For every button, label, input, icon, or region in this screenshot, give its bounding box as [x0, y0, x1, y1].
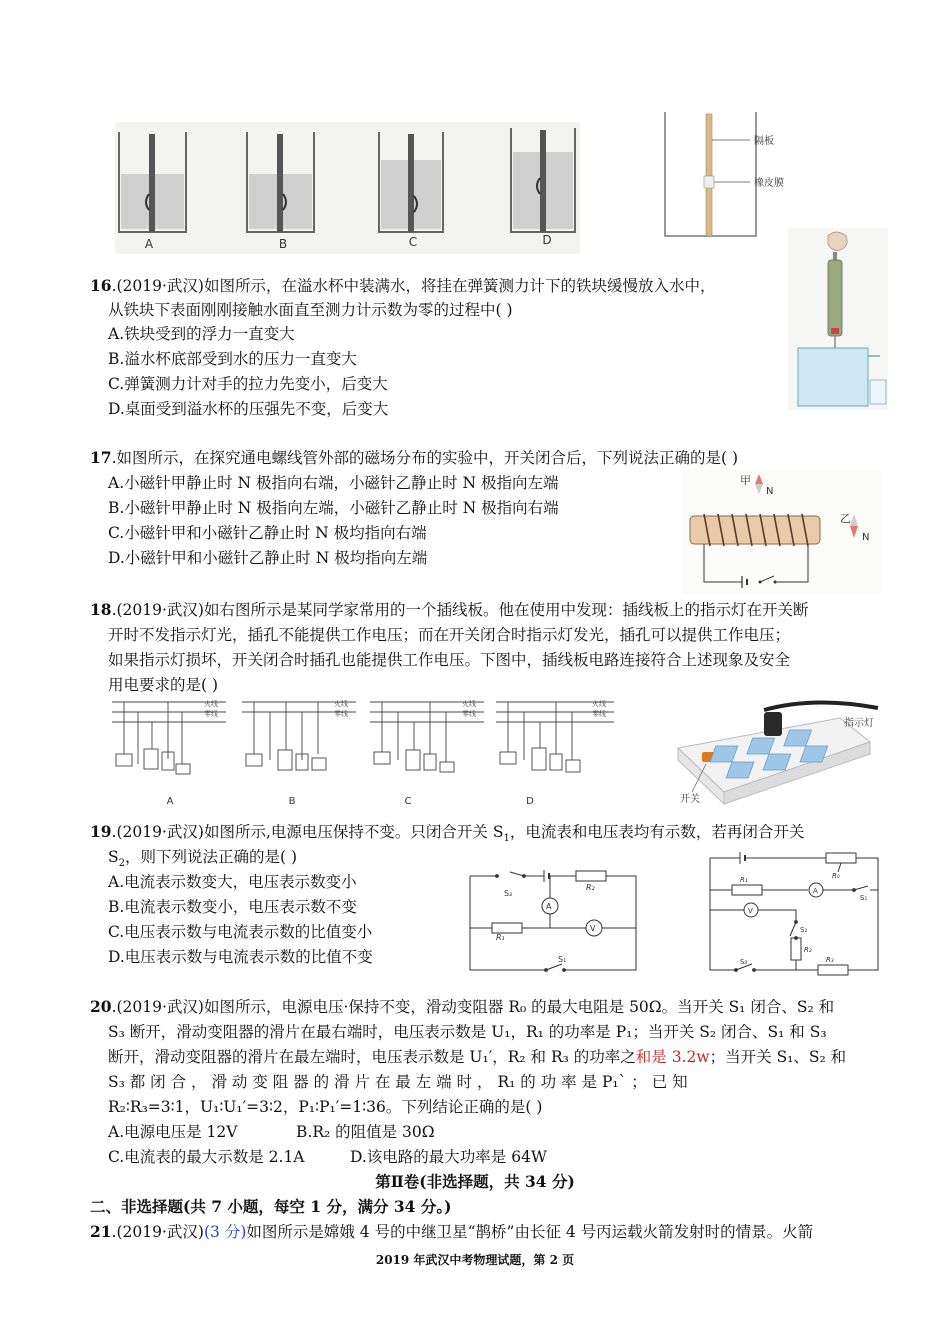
q20-voltmeter-label: V	[748, 907, 753, 915]
q20-stem-line2: S₃ 断开，滑动变阻器的滑片在最右端时，电压表示数是 U₁，R₁ 的功率是 P₁；当开关 S₂ 闭合、S₁ 和 S₃	[108, 1023, 827, 1041]
circuit-c-neutral-label: 零线	[462, 710, 476, 718]
q20-option-d[interactable]: D.该电路的最大功率是 64W	[350, 1148, 547, 1166]
q20-stem-line1	[90, 997, 834, 1017]
q20-stem-text3-red: 和是 3.2w	[635, 1048, 710, 1066]
q20-s1-label: S₁	[860, 894, 868, 902]
solenoid-figure	[682, 470, 882, 594]
q17-stem-text: .如图所示，在探究通电螺线管外部的磁场分布的实验中，开关闭合后，下列说法正确的是( )	[111, 449, 739, 467]
q20-number: 20	[90, 997, 112, 1016]
circuit-d-live-label: 火线	[592, 700, 606, 708]
q16-option-d[interactable]: D.桌面受到溢水杯的压强先不变，后变大	[108, 400, 389, 418]
beaker-label-d: D	[542, 233, 552, 247]
q19-circuit-figure	[466, 870, 644, 976]
part2-section-heading: 二、非选择题(共 7 小题，每空 1 分，满分 34 分。)	[90, 1197, 452, 1216]
q19-stem-line2	[108, 847, 298, 870]
q18-stem-line2: 开时不发指示灯光，插孔不能提供工作电压；而在开关闭合时指示灯发光，插孔可以提供工作电压；	[108, 626, 791, 644]
q21-stem-pre: .(2019·武汉)	[111, 1223, 204, 1241]
q18-stem-line4: 用电要求的是( )	[108, 676, 219, 694]
q16-stem-text1: .(2019·武汉)如图所示，在溢水杯中装满水，将挂在弹簧测力计下的铁块缓慢放入水中，	[111, 277, 716, 295]
q20-r0-label: R₀	[832, 872, 840, 880]
q16-number: 16	[90, 276, 112, 295]
q21-stem-line	[90, 1222, 813, 1242]
beaker-label-b: B	[278, 237, 288, 251]
q19-sub-2: 2	[118, 858, 125, 870]
power-strip-figure	[664, 696, 884, 810]
q20-r1-label: R₁	[740, 876, 748, 884]
q16-option-b[interactable]: B.溢水杯底部受到水的压力一直变大	[108, 350, 357, 368]
membrane-label: 橡皮膜	[754, 178, 784, 189]
power-strip-svg	[664, 696, 884, 810]
q19-stem-text2a: S	[108, 848, 119, 866]
q16-stem-line1	[90, 276, 715, 296]
part2-title: 第Ⅱ卷(非选择题，共 34 分)	[375, 1172, 575, 1191]
q19-stem-text1a: .(2019·武汉)如图所示,电源电压保持不变。只闭合开关 S	[111, 823, 504, 841]
q20-circuit-figure	[704, 848, 884, 976]
circuit-label-b: B	[288, 796, 296, 807]
q19-s1-label: S₁	[558, 955, 567, 964]
needle-yi-n-label: N	[862, 532, 870, 543]
q20-r2-label: R₂	[804, 946, 812, 954]
q19-circuit-svg	[466, 870, 644, 976]
switch-label: 开关	[680, 794, 700, 805]
q19-option-d[interactable]: D.电压表示数与电流表示数的比值不变	[108, 948, 373, 966]
circuit-label-c: C	[404, 796, 412, 807]
q20-stem-text3a: 断开，滑动变阻器的滑片在最左端时，电压表示数是 U₁′，R₂ 和 R₃ 的功率之	[108, 1048, 636, 1066]
q19-option-c[interactable]: C.电压表示数与电流表示数的比值变小	[108, 923, 373, 941]
needle-jia-label: 甲	[740, 474, 751, 487]
power-strip-circuits-abcd	[108, 694, 620, 810]
circuit-label-a: A	[166, 796, 174, 807]
q17-number: 17	[90, 448, 112, 467]
q19-option-b[interactable]: B.电流表示数变小，电压表示数不变	[108, 898, 357, 916]
power-strip-circuits-svg	[108, 694, 620, 810]
q20-stem-line3	[108, 1047, 846, 1067]
beaker-figures-svg	[115, 122, 580, 254]
q19-s2-label: S₂	[504, 889, 513, 898]
q18-stem-line3: 如果指示灯损坏，开关闭合时插孔也能提供工作电压。下图中，插线板电路连接符合上述现象及安全	[108, 651, 791, 669]
circuit-label-d: D	[526, 796, 534, 807]
circuit-a-live-label: 火线	[204, 700, 218, 708]
q21-stem-post: 如图所示是嫦娥 4 号的中继卫星“鹊桥”由长征 4 号丙运载火箭发射时的情景。火箭	[246, 1223, 814, 1241]
q19-stem-text2b: ，则下列说法正确的是( )	[125, 848, 298, 866]
q16-stem-line2: 从铁块下表面刚刚接触水面直至测力计示数为零的过程中( )	[108, 301, 513, 319]
partition-container-svg	[660, 110, 810, 240]
circuit-b-live-label: 火线	[334, 700, 348, 708]
q19-sub-1: 1	[503, 833, 510, 845]
circuit-a-neutral-label: 零线	[204, 710, 218, 718]
needle-yi-label: 乙	[840, 512, 851, 525]
q21-number: 21	[90, 1222, 112, 1241]
q21-score: (3 分)	[203, 1223, 247, 1241]
q19-option-a[interactable]: A.电流表示数变大，电压表示数变小	[108, 873, 357, 891]
q18-stem-text1: .(2019·武汉)如右图所示是某同学家常用的一个插线板。他在使用中发现：插线板上的指示灯在开关断	[111, 601, 809, 619]
q20-stem-line4: S₃ 都 闭 合 ， 滑 动 变 阻 器 的 滑 片 在 最 左 端 时 ， R₁ 的 功 率 是 P₁` ； 已 知	[108, 1073, 688, 1091]
circuit-c-live-label: 火线	[462, 700, 476, 708]
indicator-label: 指示灯	[844, 718, 874, 729]
q17-option-d[interactable]: D.小磁针甲和小磁针乙静止时 N 极均指向左端	[108, 549, 428, 567]
q20-option-a[interactable]: A.电源电压是 12V	[108, 1123, 238, 1141]
q18-number: 18	[90, 600, 112, 619]
q19-ammeter-label: A	[546, 902, 552, 911]
q20-stem-text3b: ；当开关 S₁、S₂ 和	[709, 1048, 847, 1066]
q20-stem-text1: .(2019·武汉)如图所示，电源电压·保持不变，滑动变阻器 R₀ 的最大电阻是 50Ω。当开关 S₁ 闭合、S₂ 和	[111, 998, 835, 1016]
q20-ammeter-label: A	[813, 887, 818, 895]
q20-option-c[interactable]: C.电流表的最大示数是 2.1A	[108, 1148, 305, 1166]
circuit-b-neutral-label: 零线	[334, 710, 348, 718]
q16-option-a[interactable]: A.铁块受到的浮力一直变大	[108, 325, 295, 343]
needle-jia-n-label: N	[766, 486, 774, 497]
q19-voltmeter-label: V	[590, 924, 596, 933]
partition-container-figure	[660, 110, 810, 240]
circuit-d-neutral-label: 零线	[592, 710, 606, 718]
q17-option-c[interactable]: C.小磁针甲和小磁针乙静止时 N 极均指向右端	[108, 524, 427, 542]
q19-r2-label: R₂	[586, 883, 595, 892]
q17-option-a[interactable]: A.小磁针甲静止时 N 极指向右端，小磁针乙静止时 N 极指向左端	[108, 474, 559, 492]
beaker-label-a: A	[144, 237, 154, 251]
q20-s2-label: S₂	[800, 926, 808, 934]
spring-scale-overflow-cup-figure	[788, 228, 888, 410]
spring-scale-svg	[788, 228, 888, 410]
q19-number: 19	[90, 822, 112, 841]
page-footer: 2019 年武汉中考物理试题，第 2 页	[375, 1253, 575, 1267]
q20-circuit-svg	[704, 848, 884, 976]
q19-stem-text1b: ，电流表和电压表均有示数，若再闭合开关	[509, 823, 805, 841]
q20-r3-label: R₃	[826, 956, 834, 964]
q20-s3-label: S₃	[740, 958, 748, 966]
q18-stem-line1	[90, 600, 808, 620]
partition-label: 隔板	[754, 136, 774, 147]
q16-option-c[interactable]: C.弹簧测力计对手的拉力先变小，后变大	[108, 375, 388, 393]
q20-stem-line5: R₂∶R₃=3∶1，U₁∶U₁′=3∶2，P₁∶P₁′=1∶36。下列结论正确的是( )	[108, 1098, 543, 1116]
q17-stem-line	[90, 448, 738, 468]
q19-stem-line1	[90, 822, 805, 845]
beaker-figures-abcd	[115, 122, 580, 254]
solenoid-svg	[682, 470, 882, 594]
q20-option-b[interactable]: B.R₂ 的阻值是 30Ω	[296, 1123, 435, 1141]
beaker-label-c: C	[408, 235, 418, 249]
q17-option-b[interactable]: B.小磁针甲静止时 N 极指向左端，小磁针乙静止时 N 极指向右端	[108, 499, 559, 517]
q19-r1-label: R₁	[496, 933, 505, 942]
